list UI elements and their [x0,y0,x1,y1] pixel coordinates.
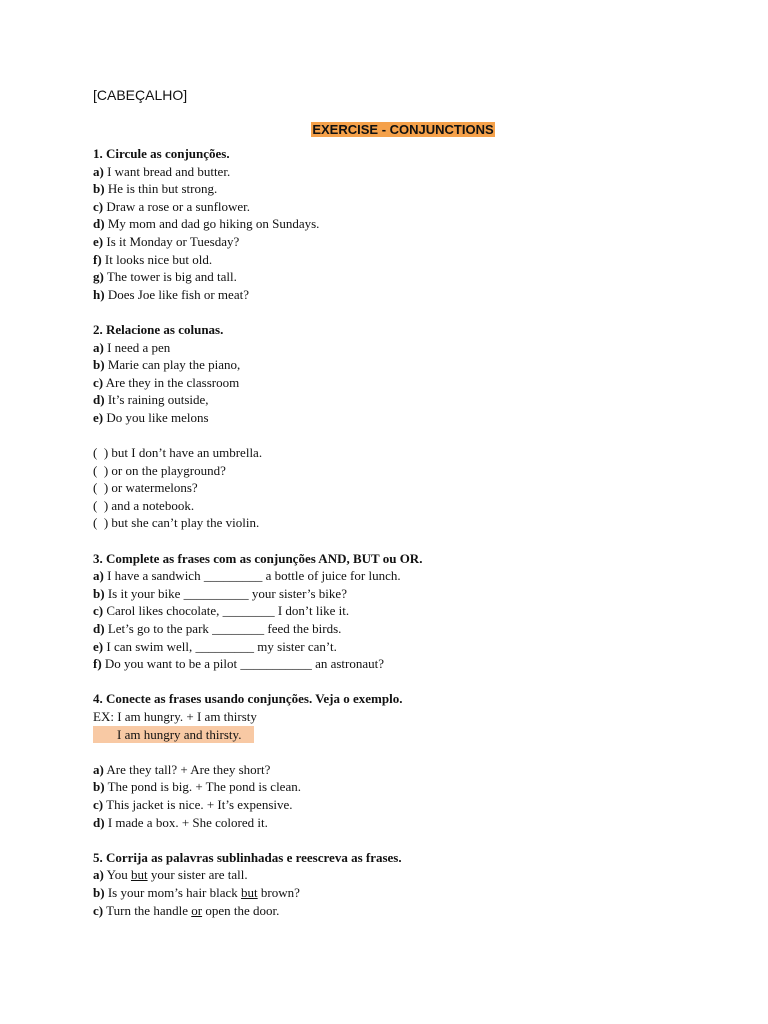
list-item [93,866,693,884]
item-letter: a) [93,163,104,179]
underlined-word: or [191,902,203,918]
list-item [93,902,693,920]
underlined-word: but [241,884,258,900]
list-item [93,602,693,620]
list-item [93,638,693,656]
item-text: The tower is big and tall. [103,269,237,285]
item-letter: b) [93,357,105,373]
item-letter: c) [93,902,104,918]
item-text: Draw a rose or a sunflower. [103,198,251,214]
item-letter: e) [93,233,104,249]
list-item [93,585,693,603]
item-text-post: open the door. [202,902,280,918]
list-item [93,286,693,304]
item-text: It looks nice but old. [101,251,213,267]
match-item: ( ) but she can’t play the violin. [93,515,260,531]
example-answer: I am hungry and thirsty. [93,726,254,744]
list-item [93,198,693,216]
item-text-pre: You [103,867,131,883]
q5-heading: 5. Corrija as palavras sublinhadas e reescreva as frases. [93,849,402,865]
item-text-pre: Is your mom’s hair black [104,884,242,900]
item-text: Let’s go to the park ________ feed the birds. [104,621,342,637]
item-letter: d) [93,814,105,830]
q4-list [93,761,693,831]
item-letter: c) [93,198,104,214]
item-letter: d) [93,216,105,232]
item-letter: a) [93,761,104,777]
header-placeholder: [CABEÇALHO] [93,87,188,103]
title-row [93,121,693,139]
item-text: Marie can play the piano, [104,357,241,373]
item-text: Carol likes chocolate, ________ I don’t like it. [103,603,350,619]
worksheet-title: EXERCISE - CONJUNCTIONS [312,122,494,137]
item-text: I want bread and butter. [103,163,231,179]
match-item: ( ) but I don’t have an umbrella. [93,445,263,461]
list-item [93,251,693,269]
underlined-word: but [130,867,148,883]
item-letter: d) [93,621,105,637]
item-text: Is it your bike __________ your sister’s bike? [104,585,347,601]
item-letter: e) [93,409,104,425]
item-letter: d) [93,392,105,408]
list-item [93,761,693,779]
item-letter: e) [93,638,104,654]
list-item [93,778,693,796]
item-text: I can swim well, _________ my sister can’t. [103,638,337,654]
list-item [93,620,693,638]
item-letter: c) [93,603,104,619]
list-item [93,409,693,427]
list-item [93,339,693,357]
item-text: Do you want to be a pilot ___________ an astronaut? [101,656,385,672]
q4-heading: 4. Conecte as frases usando conjunções. Veja o exemplo. [93,691,403,707]
item-letter: a) [93,339,104,355]
list-item [93,180,693,198]
item-text-pre: Turn the handle [103,902,192,918]
item-text: Does Joe like fish or meat? [104,286,249,302]
example-line: EX: I am hungry. + I am thirsty [93,709,257,724]
item-text: It’s raining outside, [104,392,209,408]
worksheet-page [93,86,693,919]
item-letter: g) [93,269,104,285]
item-letter: f) [93,656,102,672]
q1-list [93,163,693,304]
list-item [93,567,693,585]
item-text: This jacket is nice. + It’s expensive. [103,796,293,812]
list-item [93,655,693,673]
q5-list [93,866,693,919]
list-item [93,796,693,814]
example-answer-row [93,726,693,744]
q2-right-column [93,444,693,532]
item-text: Are they tall? + Are they short? [103,761,271,777]
item-text-post: your sister are tall. [147,867,248,883]
item-letter: b) [93,884,105,900]
item-text: Do you like melons [103,409,209,425]
q2-heading: 2. Relacione as colunas. [93,321,224,337]
item-text-post: brown? [257,884,300,900]
item-text: I have a sandwich _________ a bottle of juice for lunch. [103,568,401,584]
list-item [93,374,693,392]
q2-left-column [93,339,693,427]
item-text: I need a pen [103,339,171,355]
item-text: He is thin but strong. [104,181,218,197]
item-letter: a) [93,867,104,883]
list-item [93,233,693,251]
item-text: Is it Monday or Tuesday? [103,233,240,249]
item-letter: b) [93,585,105,601]
item-letter: f) [93,251,102,267]
item-letter: c) [93,374,104,390]
item-text: The pond is big. + The pond is clean. [104,779,301,795]
match-item: ( ) or watermelons? [93,480,198,496]
list-item [93,814,693,832]
list-item [93,884,693,902]
list-item [93,268,693,286]
q3-list [93,567,693,673]
item-letter: c) [93,796,104,812]
item-letter: b) [93,779,105,795]
q3-heading: 3. Complete as frases com as conjunções AND, BUT ou OR. [93,550,423,566]
list-item [93,163,693,181]
item-letter: a) [93,568,104,584]
list-item [93,215,693,233]
item-text: Are they in the classroom [103,374,240,390]
item-letter: b) [93,181,105,197]
item-text: I made a box. + She colored it. [104,814,268,830]
match-item: ( ) or on the playground? [93,462,226,478]
list-item [93,356,693,374]
match-item: ( ) and a notebook. [93,497,195,513]
q1-heading: 1. Circule as conjunções. [93,146,230,161]
item-letter: h) [93,286,105,302]
item-text: My mom and dad go hiking on Sundays. [104,216,320,232]
list-item [93,391,693,409]
